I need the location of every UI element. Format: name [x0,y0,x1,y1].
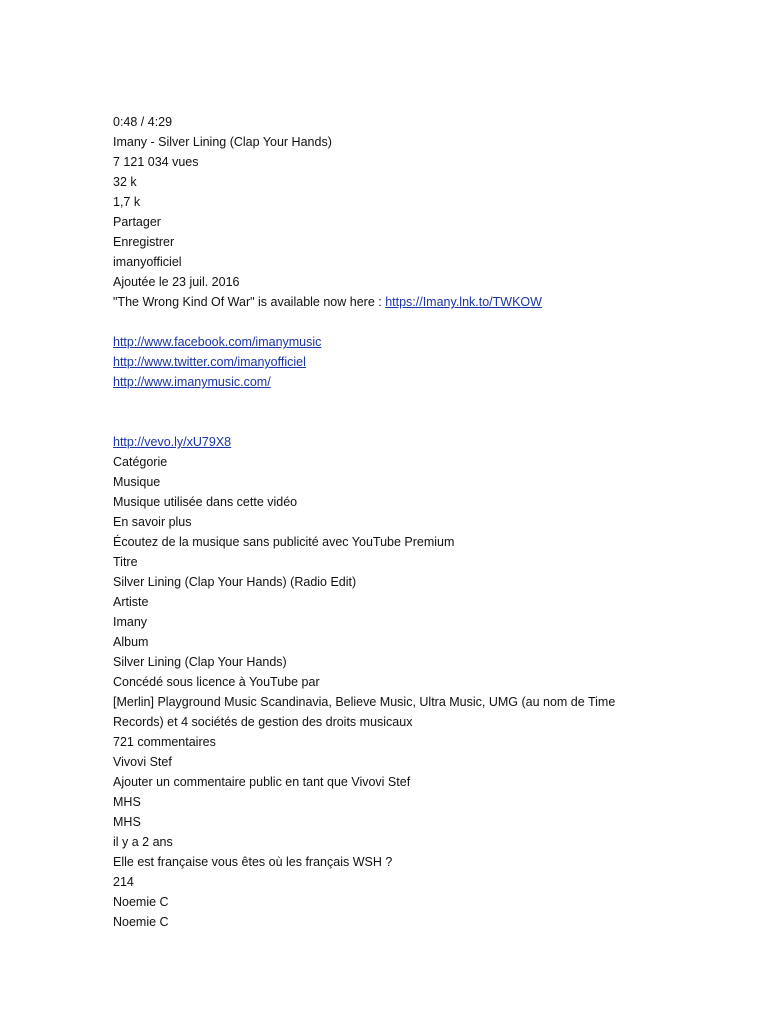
album-value: Silver Lining (Clap Your Hands) [113,655,287,669]
vevo-link[interactable]: http://vevo.ly/xU79X8 [113,435,232,449]
category-label: Catégorie [113,455,168,469]
save-button[interactable]: Enregistrer [113,235,175,249]
promo-link[interactable]: https://Imany.lnk.to/TWKOW [385,295,542,309]
comment-time[interactable]: il y a 2 ans [113,835,173,849]
channel-name[interactable]: imanyofficiel [113,255,182,269]
upload-date: Ajoutée le 23 juil. 2016 [113,275,240,289]
twitter-link-line [113,352,653,372]
title-value: Silver Lining (Clap Your Hands) (Radio Edit) [113,575,357,589]
music-heading: Musique utilisée dans cette vidéo [113,495,298,509]
promo-line [113,292,653,312]
current-user-name: Vivovi Stef [113,755,172,769]
comment-like-count: 214 [113,875,134,889]
comment-author[interactable]: Noemie C [113,915,169,929]
artist-value: Imany [113,615,148,629]
page-content [113,112,653,932]
twitter-link[interactable]: http://www.twitter.com/imanyofficiel [113,355,306,369]
license-value: [Merlin] Playground Music Scandinavia, Believe Music, Ultra Music, UMG (au nom de Time Records) et 4 sociétés de gestion des droits musicaux [113,695,616,729]
facebook-link[interactable]: http://www.facebook.com/imanymusic [113,335,322,349]
like-count[interactable]: 32 k [113,175,137,189]
view-count: 7 121 034 vues [113,155,199,169]
video-title: Imany - Silver Lining (Clap Your Hands) [113,135,332,149]
comment-text: Elle est française vous êtes où les français WSH ? [113,855,393,869]
dislike-count[interactable]: 1,7 k [113,195,141,209]
license-label: Concédé sous licence à YouTube par [113,675,320,689]
share-button[interactable]: Partager [113,215,161,229]
artist-label: Artiste [113,595,149,609]
category-value[interactable]: Musique [113,475,161,489]
facebook-link-line [113,332,653,352]
website-link[interactable]: http://www.imanymusic.com/ [113,375,271,389]
title-label: Titre [113,555,138,569]
comment-author[interactable]: MHS [113,815,141,829]
spacer [113,392,653,412]
website-link-line [113,372,653,392]
vevo-link-line [113,432,653,452]
premium-promo[interactable]: Écoutez de la musique sans publicité avec YouTube Premium [113,535,455,549]
add-comment-input[interactable]: Ajouter un commentaire public en tant que Vivovi Stef [113,775,411,789]
spacer [113,412,653,432]
album-label: Album [113,635,149,649]
spacer [113,312,653,332]
learn-more-link[interactable]: En savoir plus [113,515,192,529]
comment-count: 721 commentaires [113,735,216,749]
promo-text: "The Wrong Kind Of War" is available now here : [113,295,386,309]
comment-avatar[interactable]: Noemie C [113,895,169,909]
video-time: 0:48 / 4:29 [113,115,173,129]
comment-avatar[interactable]: MHS [113,795,141,809]
